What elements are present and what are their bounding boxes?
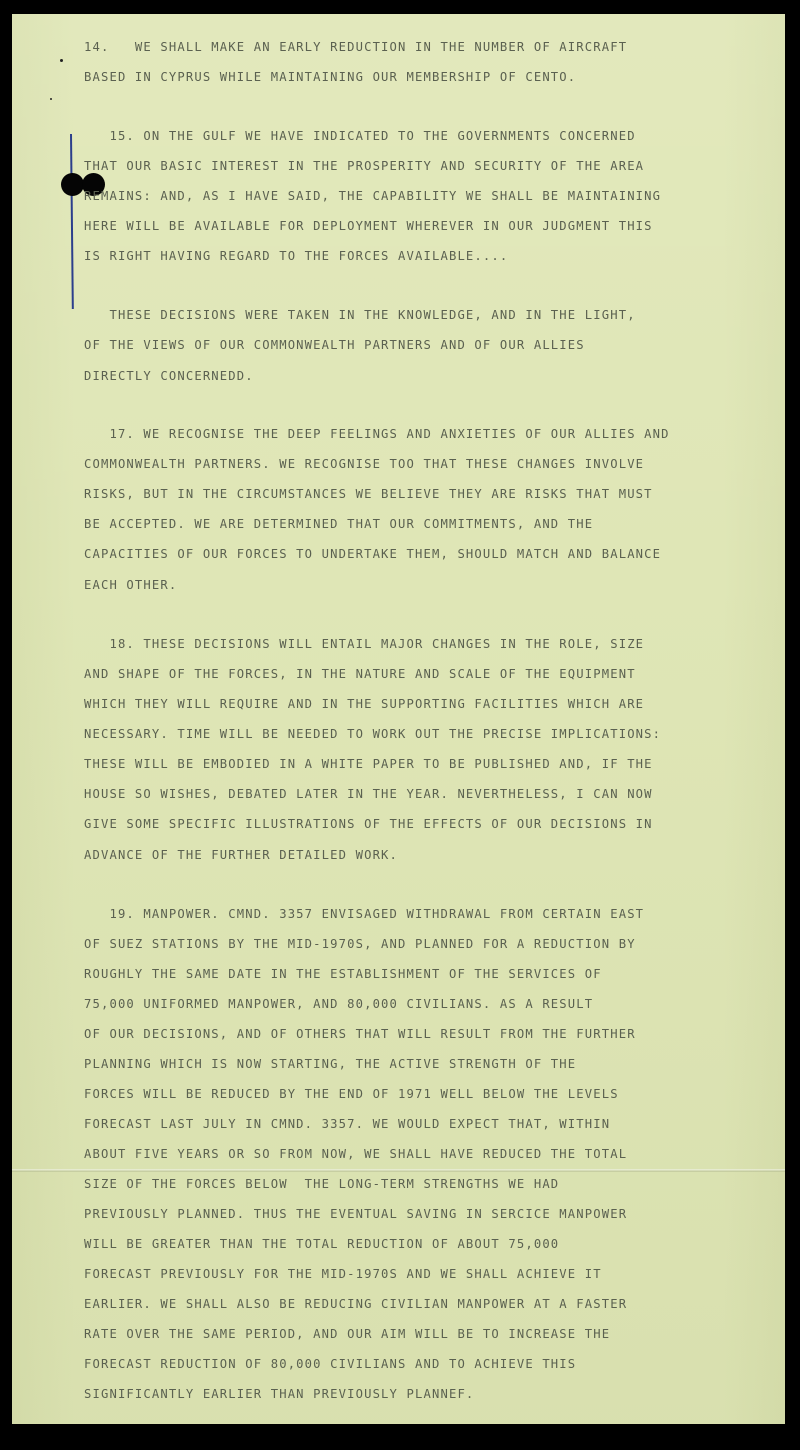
text-line: 15. ON THE GULF WE HAVE INDICATED TO THE GOVERNMENTS CONCERNED xyxy=(84,129,636,143)
text-line: AND SHAPE OF THE FORCES, IN THE NATURE AND SCALE OF THE EQUIPMENT xyxy=(84,667,636,681)
text-line: 19. MANPOWER. CMND. 3357 ENVISAGED WITHDRAWAL FROM CERTAIN EAST xyxy=(84,907,645,921)
text-line: NECESSARY. TIME WILL BE NEEDED TO WORK OUT THE PRECISE IMPLICATIONS: xyxy=(84,727,662,741)
text-line: 18. THESE DECISIONS WILL ENTAIL MAJOR CHANGES IN THE ROLE, SIZE xyxy=(84,637,645,651)
text-line: FORCES WILL BE REDUCED BY THE END OF 1971 WELL BELOW THE LEVELS xyxy=(84,1087,619,1101)
text-line: HOUSE SO WISHES, DEBATED LATER IN THE YEAR. NEVERTHELESS, I CAN NOW xyxy=(84,787,653,801)
text-line: FORECAST PREVIOUSLY FOR THE MID-1970S AND WE SHALL ACHIEVE IT xyxy=(84,1267,602,1281)
text-line: THAT OUR BASIC INTEREST IN THE PROSPERITY AND SECURITY OF THE AREA xyxy=(84,159,645,173)
text-line: CAPACITIES OF OUR FORCES TO UNDERTAKE THEM, SHOULD MATCH AND BALANCE xyxy=(84,547,662,561)
punch-hole-icon xyxy=(61,173,84,196)
text-line: SIGNIFICANTLY EARLIER THAN PREVIOUSLY PLANNEF. xyxy=(84,1387,475,1401)
ink-speck xyxy=(50,98,52,100)
text-line: ABOUT FIVE YEARS OR SO FROM NOW, WE SHALL HAVE REDUCED THE TOTAL xyxy=(84,1147,628,1161)
text-line: SIZE OF THE FORCES BELOW THE LONG-TERM STRENGTHS WE HAD xyxy=(84,1177,560,1191)
text-line: WHICH THEY WILL REQUIRE AND IN THE SUPPORTING FACILITIES WHICH ARE xyxy=(84,697,645,711)
text-line: 14. WE SHALL MAKE AN EARLY REDUCTION IN THE NUMBER OF AIRCRAFT xyxy=(84,40,628,54)
text-line: IS RIGHT HAVING REGARD TO THE FORCES AVAILABLE.... xyxy=(84,249,509,263)
text-line: 17. WE RECOGNISE THE DEEP FEELINGS AND ANXIETIES OF OUR ALLIES AND xyxy=(84,427,670,441)
text-line: REMAINS: AND, AS I HAVE SAID, THE CAPABILITY WE SHALL BE MAINTAINING xyxy=(84,189,662,203)
text-line: RATE OVER THE SAME PERIOD, AND OUR AIM WILL BE TO INCREASE THE xyxy=(84,1327,611,1341)
text-line: OF THE VIEWS OF OUR COMMONWEALTH PARTNERS AND OF OUR ALLIES xyxy=(84,338,585,352)
text-line: BE ACCEPTED. WE ARE DETERMINED THAT OUR COMMITMENTS, AND THE xyxy=(84,517,594,531)
text-line: FORECAST LAST JULY IN CMND. 3357. WE WOULD EXPECT THAT, WITHIN xyxy=(84,1117,611,1131)
text-line: ROUGHLY THE SAME DATE IN THE ESTABLISHMENT OF THE SERVICES OF xyxy=(84,967,602,981)
text-line: GIVE SOME SPECIFIC ILLUSTRATIONS OF THE EFFECTS OF OUR DECISIONS IN xyxy=(84,817,653,831)
text-line: PLANNING WHICH IS NOW STARTING, THE ACTIVE STRENGTH OF THE xyxy=(84,1057,577,1071)
text-line: HERE WILL BE AVAILABLE FOR DEPLOYMENT WHEREVER IN OUR JUDGMENT THIS xyxy=(84,219,653,233)
paper-fold xyxy=(12,1169,785,1172)
document-page xyxy=(12,14,785,1424)
margin-marking xyxy=(70,134,74,309)
text-line: COMMONWEALTH PARTNERS. WE RECOGNISE TOO THAT THESE CHANGES INVOLVE xyxy=(84,457,645,471)
text-line: THESE WILL BE EMBODIED IN A WHITE PAPER TO BE PUBLISHED AND, IF THE xyxy=(84,757,653,771)
text-line: ADVANCE OF THE FURTHER DETAILED WORK. xyxy=(84,848,399,862)
text-line: PREVIOUSLY PLANNED. THUS THE EVENTUAL SAVING IN SERCICE MANPOWER xyxy=(84,1207,628,1221)
text-line: 75,000 UNIFORMED MANPOWER, AND 80,000 CIVILIANS. AS A RESULT xyxy=(84,997,594,1011)
text-line: WILL BE GREATER THAN THE TOTAL REDUCTION OF ABOUT 75,000 xyxy=(84,1237,560,1251)
text-line: EARLIER. WE SHALL ALSO BE REDUCING CIVILIAN MANPOWER AT A FASTER xyxy=(84,1297,628,1311)
text-line: DIRECTLY CONCERNEDD. xyxy=(84,369,254,383)
text-line: RISKS, BUT IN THE CIRCUMSTANCES WE BELIEVE THEY ARE RISKS THAT MUST xyxy=(84,487,653,501)
text-line: BASED IN CYPRUS WHILE MAINTAINING OUR MEMBERSHIP OF CENTO. xyxy=(84,70,577,84)
text-line: EACH OTHER. xyxy=(84,578,178,592)
ink-speck xyxy=(60,59,63,62)
text-line: OF OUR DECISIONS, AND OF OTHERS THAT WILL RESULT FROM THE FURTHER xyxy=(84,1027,636,1041)
text-line: OF SUEZ STATIONS BY THE MID-1970S, AND PLANNED FOR A REDUCTION BY xyxy=(84,937,636,951)
text-line: FORECAST REDUCTION OF 80,000 CIVILIANS AND TO ACHIEVE THIS xyxy=(84,1357,577,1371)
text-line: THESE DECISIONS WERE TAKEN IN THE KNOWLEDGE, AND IN THE LIGHT, xyxy=(84,308,636,322)
